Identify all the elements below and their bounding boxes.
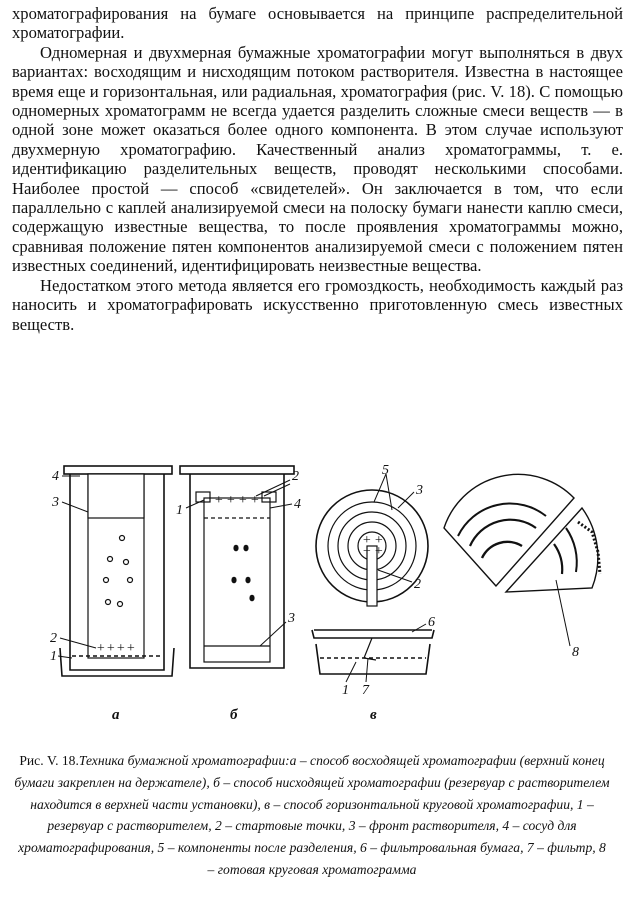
svg-text:1: 1	[342, 683, 349, 698]
svg-text:3: 3	[52, 495, 59, 510]
paragraph-1: хроматографирования на бумаге основывается на принципе распределительной хроматографии.	[12, 4, 623, 43]
svg-text:+: +	[374, 533, 384, 548]
svg-text:4: 4	[52, 469, 59, 484]
svg-text:+: +	[362, 544, 372, 559]
svg-text:+: +	[250, 493, 260, 508]
body-text	[12, 4, 623, 334]
svg-text:в: в	[370, 707, 377, 723]
svg-text:7: 7	[362, 683, 369, 698]
caption-lead: Рис. V. 18.	[19, 753, 79, 768]
panel-c-top-view	[316, 474, 428, 606]
caption-body: Техника бумажной хроматографии:а – способ восходящей хроматографии (верхний конец бумаги закреплен на держателе), б – способ нисходящей хроматографии (резервуар с растворителем находится в верхней части установки), в – способ горизонтальной круговой хроматографии, 1 – резервуар с растворителем, 2 – стартовые точки, 3 – фронт растворителя, 4 – сосуд для хроматографирования, 5 – компоненты после разделения, 6 – фильтровальная бумага, 7 – фильтр, 8 – готовая круговая хроматограмма	[14, 753, 610, 877]
svg-text:2: 2	[50, 631, 57, 646]
svg-text:2: 2	[292, 469, 299, 484]
figure-caption	[14, 750, 610, 881]
figure-v18	[0, 462, 623, 732]
svg-text:+: +	[96, 641, 106, 656]
svg-text:+: +	[214, 493, 224, 508]
svg-text:+: +	[226, 493, 236, 508]
svg-text:6: 6	[428, 615, 435, 630]
svg-text:2: 2	[414, 577, 421, 592]
svg-text:3: 3	[416, 483, 423, 498]
svg-text:+: +	[362, 533, 372, 548]
svg-text:1: 1	[176, 503, 183, 518]
paragraph-3: Недостатком этого метода является его громоздкость, необходимость каждый раз наносить и хроматографировать искусственно приготовленную смесь известных веществ.	[12, 275, 623, 334]
svg-text:+: +	[238, 493, 248, 508]
svg-text:5: 5	[382, 463, 389, 478]
svg-text:8: 8	[572, 645, 579, 660]
panel-b-apparatus	[180, 466, 294, 668]
svg-text:б: б	[230, 707, 238, 723]
svg-text:+: +	[106, 641, 116, 656]
panel-b-start-points	[214, 493, 259, 508]
svg-text:+: +	[126, 641, 136, 656]
panel-c-chromatogram	[444, 474, 600, 646]
panel-c-side-view	[312, 624, 434, 682]
paragraph-2: Одномерная и двухмерная бумажные хроматографии могут выполняться в двух вариантах: восходящим и нисходящим потоком растворителя. Известна в настоящее время еще и горизонтальная, или радиальная, хроматография (рис. V. 18). С помощью одномерных хроматограмм не всегда удается разделить сложные смеси веществ — в одной зоне может оказаться более одного компонента. В этом случае используют двухмерную хроматографию. Качественный анализ хроматограммы, т. е. идентификацию разделительных веществ, проводят несколькими способами. Наиболее простой — способ «свидетелей». Он заключается в том, что если параллельно с каплей анализируемой смеси на полоску бумаги нанести каплю смеси, содержащую известные вещества, то после проявления хроматограммы можно, сравнивая положение пятен компонентов анализируемой смеси с положением пятен известных соединений, идентифицировать неизвестные вещества.	[12, 42, 623, 276]
svg-text:+: +	[116, 641, 126, 656]
figure-drawing	[0, 462, 623, 732]
svg-text:а: а	[112, 707, 120, 723]
svg-text:1: 1	[50, 649, 57, 664]
svg-text:4: 4	[294, 497, 301, 512]
svg-text:+: +	[374, 544, 384, 559]
panel-a-start-points	[96, 641, 135, 656]
svg-text:3: 3	[288, 611, 295, 626]
